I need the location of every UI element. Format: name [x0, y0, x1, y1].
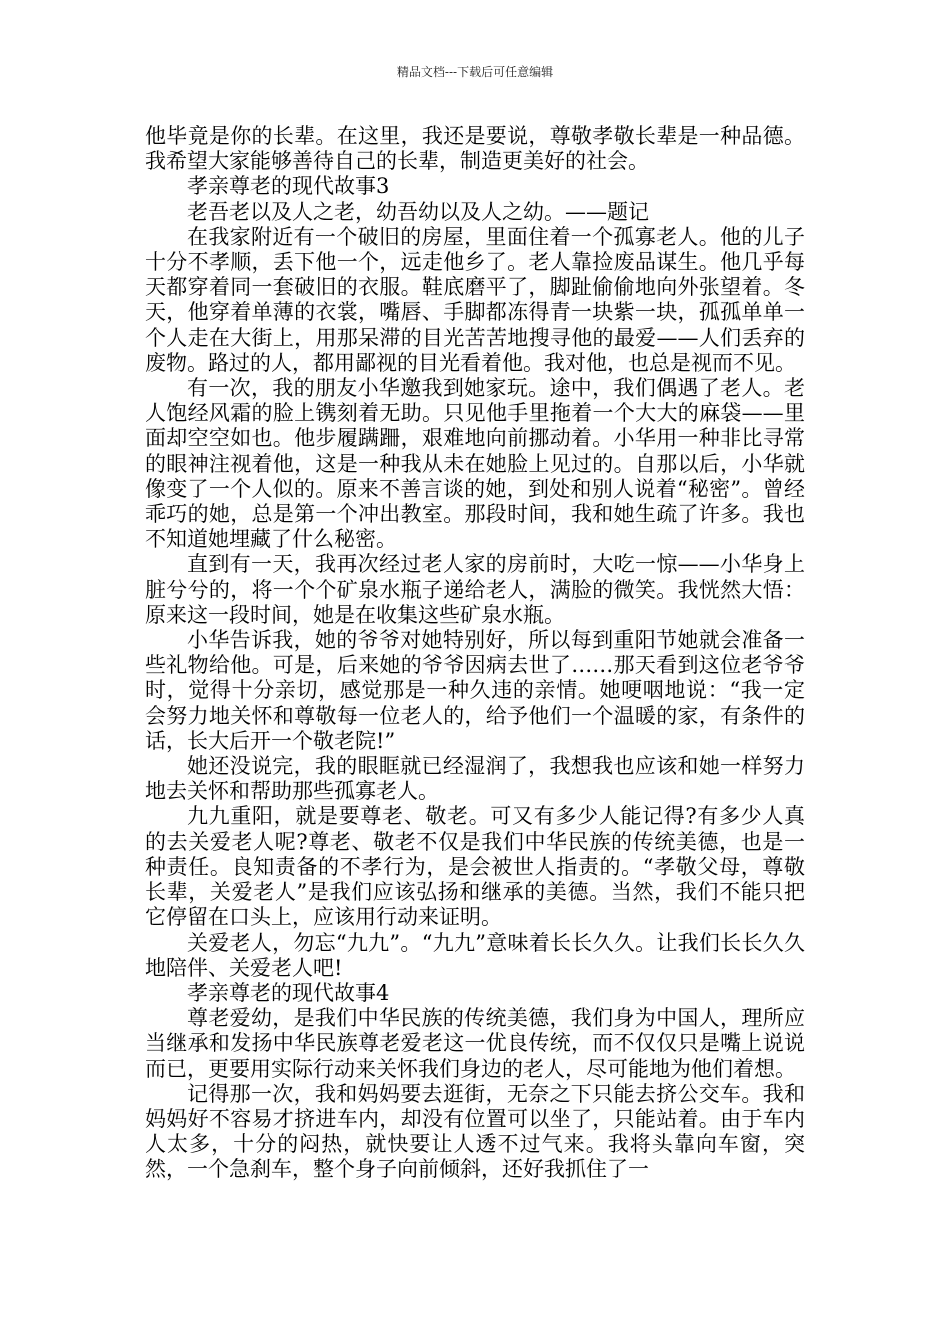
paragraph: 有一次，我的朋友小华邀我到她家玩。途中，我们偶遇了老人。老人饱经风霜的脸上镌刻着无助。只见他手里拖着一个大大的麻袋——里面却空空如也。他步履蹒跚，艰难地向前挪动着。小华用一种非比寻常的眼神注视着他，这是一种我从未在她脸上见过的。自那以后，小华就像变了一个人似的。原来不善言谈的她，到处和别人说着“秘密”。曾经乖巧的她，总是第一个冲出教室。那段时间，我和她生疏了许多。我也不知道她埋藏了什么秘密。: [145, 376, 805, 552]
paragraph: 关爱老人，勿忘“九九”。“九九”意味着长长久久。让我们长长久久地陪伴、关爱老人吧!: [145, 930, 805, 980]
section-heading: 孝亲尊老的现代故事4: [187, 980, 390, 1005]
epigraph: 老吾老以及人之老，幼吾幼以及人之幼。——题记: [187, 199, 649, 224]
paragraph: 小华告诉我，她的爷爷对她特别好，所以每到重阳节她就会准备一些礼物给他。可是，后来她的爷爷因病去世了……那天看到这位老爷爷时，觉得十分亲切，感觉那是一种久违的亲情。她哽咽地说：“我一定会努力地关怀和尊敬每一位老人的，给予他们一个温暖的家，有条件的话，长大后开一个敬老院!”: [145, 628, 805, 753]
section-heading: 孝亲尊老的现代故事3: [187, 174, 390, 199]
document-body: [145, 124, 805, 1183]
paragraph: 他毕竟是你的长辈。在这里，我还是要说，尊敬孝敬长辈是一种品德。我希望大家能够善待自己的长辈，制造更美好的社会。: [145, 124, 805, 174]
paragraph: 直到有一天，我再次经过老人家的房前时，大吃一惊——小华身上脏兮兮的，将一个个矿泉水瓶子递给老人，满脸的微笑。我恍然大悟：原来这一段时间，她是在收集这些矿泉水瓶。: [145, 552, 805, 627]
paragraph: 记得那一次，我和妈妈要去逛街，无奈之下只能去挤公交车。我和妈妈好不容易才挤进车内，却没有位置可以坐了，只能站着。由于车内人太多，十分的闷热，就快要让人透不过气来。我将头靠向车窗，突然，一个急刹车，整个身子向前倾斜，还好我抓住了一: [145, 1081, 805, 1182]
paragraph: 九九重阳，就是要尊老、敬老。可又有多少人能记得?有多少人真的去关爱老人呢?尊老、敬老不仅是我们中华民族的传统美德，也是一种责任。良知责备的不孝行为，是会被世人指责的。“孝敬父母，尊敬长辈，关爱老人”是我们应该弘扬和继承的美德。当然，我们不能只把它停留在口头上，应该用行动来证明。: [145, 804, 805, 930]
page-header: 精品文档---下载后可任意编辑: [396, 65, 554, 79]
paragraph: 她还没说完，我的眼眶就已经湿润了，我想我也应该和她一样努力地去关怀和帮助那些孤寡老人。: [145, 754, 805, 804]
paragraph: 尊老爱幼，是我们中华民族的传统美德，我们身为中国人，理所应当继承和发扬中华民族尊老爱老这一优良传统，而不仅仅只是嘴上说说而已，更要用实际行动来关怀我们身边的老人，尽可能地为他们着想。: [145, 1006, 805, 1081]
paragraph: 在我家附近有一个破旧的房屋，里面住着一个孤寡老人。他的儿子十分不孝顺，丢下他一个，远走他乡了。老人靠捡废品谋生。他几乎每天都穿着同一套破旧的衣服。鞋底磨平了，脚趾偷偷地向外张望着。冬天，他穿着单薄的衣裳，嘴唇、手脚都冻得青一块紫一块，孤孤单单一个人走在大街上，用那呆滞的目光苦苦地搜寻他的最爱——人们丢弃的废物。路过的人，都用鄙视的目光看着他。我对他，也总是视而不见。: [145, 224, 805, 375]
